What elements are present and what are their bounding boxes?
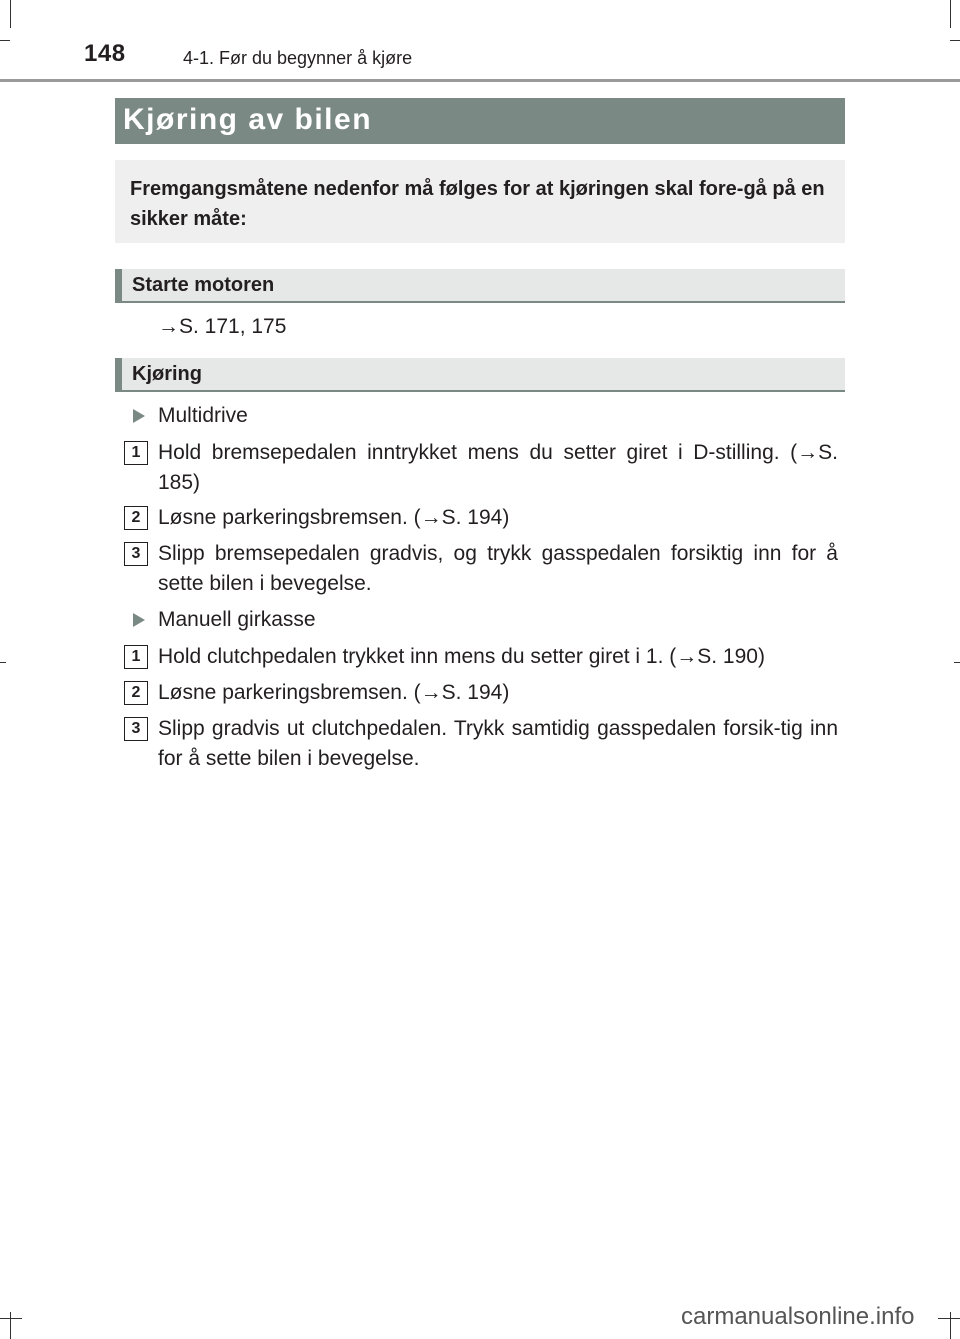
page-number: 148: [84, 40, 126, 67]
crop-mark: [950, 1312, 951, 1339]
step-text: Hold clutchpedalen trykket inn mens du setter giret i 1. (→S. 190): [158, 645, 765, 668]
step-number-badge: 1: [124, 645, 148, 669]
intro-box: [115, 160, 845, 243]
step-text: Løsne parkeringsbremsen. (→S. 194): [158, 506, 510, 529]
step-number-badge: 3: [124, 717, 148, 741]
step-text: Slipp gradvis ut clutchpedalen. Trykk samtidig gasspedalen forsik-tig inn for å sette bilen i bevegelse.: [158, 717, 838, 770]
page-title: Kjøring av bilen: [123, 103, 373, 136]
step-text: Slipp bremsepedalen gradvis, og trykk gasspedalen forsiktig inn for å sette bilen i bevegelse.: [158, 542, 838, 595]
step-number-badge: 1: [124, 441, 148, 465]
section-heading-start-engine: [115, 269, 845, 303]
header-divider: [0, 79, 960, 82]
chapter-title: 4-1. Før du begynner å kjøre: [183, 48, 413, 68]
subheading-manual-transmission: [133, 605, 316, 635]
subheading-multidrive: [133, 401, 248, 431]
subheading-label: Multidrive: [158, 404, 248, 427]
crop-mark: [938, 1318, 960, 1319]
step-number-badge: 2: [124, 681, 148, 705]
page-title-bar: [115, 98, 845, 144]
subheading-label: Manuell girkasse: [158, 608, 316, 631]
intro-text: Fremgangsmåtene nedenfor må følges for at kjøringen skal fore-gå på en sikker måte:: [130, 178, 825, 230]
crop-mark: [0, 1318, 22, 1319]
section-heading-label: Kjøring: [132, 363, 202, 385]
step-number-badge: 3: [124, 542, 148, 566]
step-text: Løsne parkeringsbremsen. (→S. 194): [158, 681, 510, 704]
crop-mark: [950, 0, 951, 28]
crop-mark: [0, 662, 6, 663]
triangle-bullet-icon: [133, 409, 145, 423]
section-heading-label: Starte motoren: [132, 274, 275, 296]
crop-mark: [10, 1312, 11, 1339]
crop-mark: [954, 662, 960, 663]
step-text: Hold bremsepedalen inntrykket mens du setter giret i D-stilling. (→S. 185): [158, 441, 838, 494]
step-number-badge: 2: [124, 506, 148, 530]
crop-mark: [950, 40, 960, 41]
triangle-bullet-icon: [133, 613, 145, 627]
watermark-text: carmanualsonline.info: [681, 1303, 915, 1330]
crop-mark: [10, 0, 11, 28]
page-reference-link[interactable]: →S. 171, 175: [158, 315, 287, 338]
crop-mark: [0, 40, 10, 41]
section-heading-driving: [115, 358, 845, 392]
